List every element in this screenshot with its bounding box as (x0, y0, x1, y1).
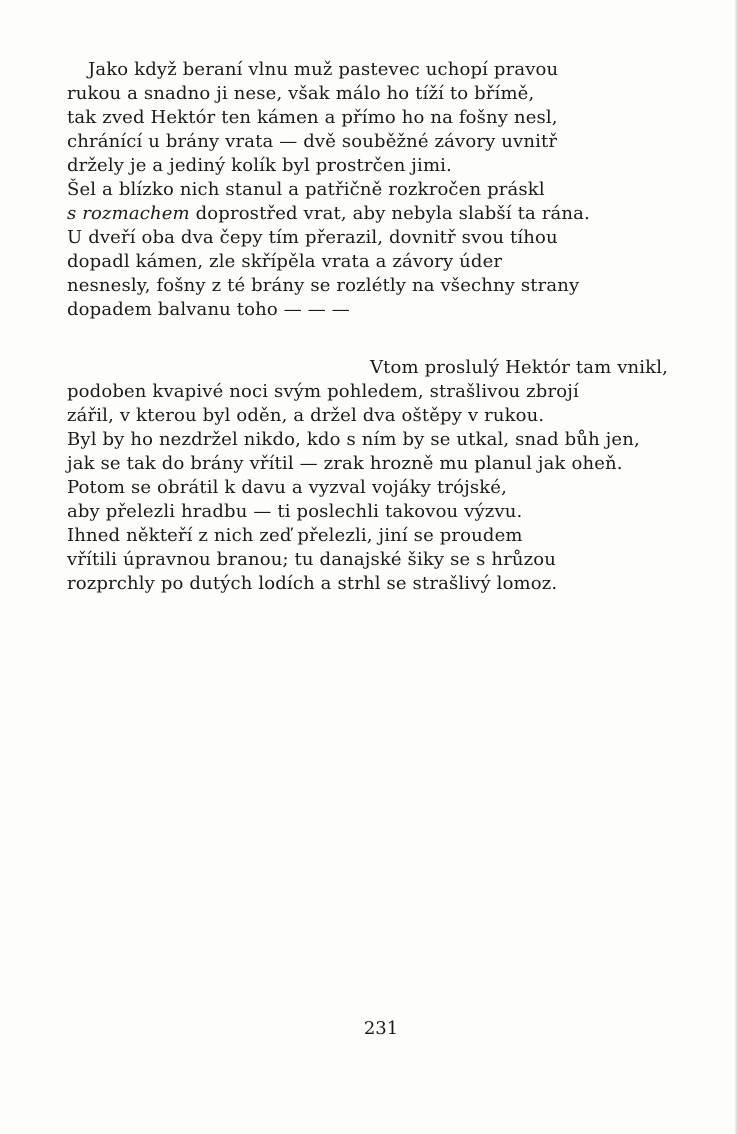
passage-line: rozprchly po dutých lodích a strhl se strašlivý lomoz. (67, 573, 558, 594)
passage-line: vřítili úpravnou branou; tu danajské šiky se s hrůzou (67, 549, 557, 570)
passage-line-with-italic (67, 202, 590, 226)
passage-line: jak se tak do brány vřítil — zrak hrozně mu planul jak oheň. (67, 453, 623, 474)
passage-line: Ihned někteří z nich zeď přelezli, jiní se proudem (67, 525, 523, 546)
passage-line: Jako když beraní vlnu muž pastevec uchopí pravou (88, 59, 559, 80)
passage-line-indented: Vtom proslulý Hektór tam vnikl, (370, 357, 669, 378)
passage-line: nesnesly, fošny z té brány se rozlétly na všechny strany (67, 275, 580, 296)
passage-line: Šel a blízko nich stanul a patřičně rozkročen práskl (67, 179, 545, 200)
passage-line: Byl by ho nezdržel nikdo, kdo s ním by se utkal, snad bůh jen, (67, 429, 640, 450)
passage-line: držely je a jediný kolík byl prostrčen jimi. (67, 155, 452, 176)
passage-line-rest: doprostřed vrat, aby nebyla slabší ta rána. (195, 203, 590, 224)
page-edge-shadow (734, 0, 738, 1134)
passage-line: aby přelezli hradbu — ti poslechli takovou výzvu. (67, 501, 523, 522)
passage-line: U dveří oba dva čepy tím přerazil, dovnitř svou tíhou (67, 227, 558, 248)
passage-line: chránící u brány vrata — dvě souběžné závory uvnitř (67, 131, 558, 152)
italic-phrase: s rozmachem (67, 203, 190, 224)
page-number: 231 (363, 1018, 399, 1039)
passage-line: dopadl kámen, zle skřípěla vrata a závory úder (67, 251, 503, 272)
passage-line: dopadem balvanu toho — — — (67, 299, 350, 320)
passage-line: Potom se obrátil k davu a vyzval vojáky trójské, (67, 477, 507, 498)
passage-line: rukou a snadno ji nese, však málo ho tíží to břímě, (67, 83, 535, 104)
passage-line: podoben kvapivé noci svým pohledem, strašlivou zbrojí (67, 381, 579, 402)
passage-line: zářil, v kterou byl oděn, a držel dva oštěpy v rukou. (67, 405, 545, 426)
passage-line: tak zved Hektór ten kámen a přímo ho na fošny nesl, (67, 107, 558, 128)
